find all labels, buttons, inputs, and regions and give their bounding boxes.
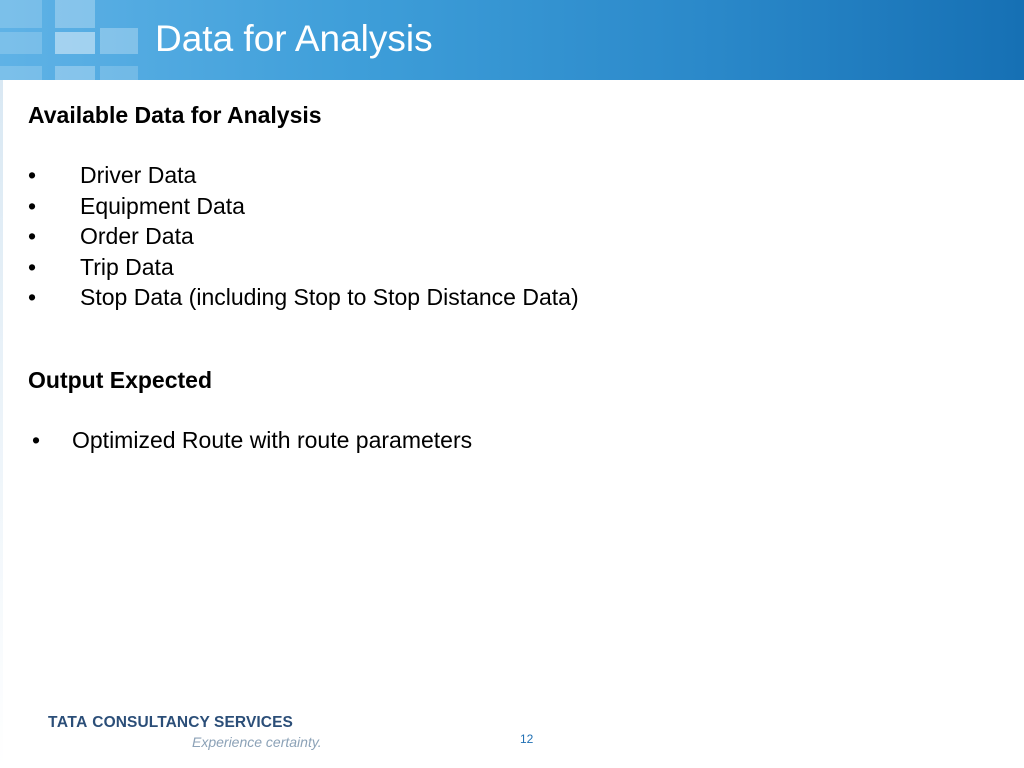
logo-brand: TATA <box>48 714 88 731</box>
header-decoration-square <box>0 66 42 80</box>
section-heading-available-data: Available Data for Analysis <box>28 102 322 128</box>
header-decoration-square <box>100 66 138 80</box>
logo-tagline: Experience certainty. <box>192 734 322 750</box>
left-edge-decoration <box>0 80 3 768</box>
header-decoration-square <box>0 0 42 28</box>
page-number: 12 <box>520 732 534 746</box>
bullet-icon: • <box>28 162 37 188</box>
bullet-icon: • <box>28 223 37 249</box>
bullet-icon: • <box>32 427 41 453</box>
header-decoration-square <box>55 0 95 28</box>
list-item-text: Driver Data <box>80 162 197 188</box>
logo-company: CONSULTANCY SERVICES <box>92 714 293 731</box>
list-item-text: Trip Data <box>80 253 174 280</box>
slide-title: Data for Analysis <box>155 18 433 59</box>
bullet-icon: • <box>28 192 37 219</box>
header-decoration-square <box>100 28 138 54</box>
section-heading-output-expected: Output Expected <box>28 367 213 393</box>
list-item-text: Stop Data (including Stop to Stop Distance Data) <box>80 284 579 310</box>
header-decoration-square <box>55 32 95 54</box>
header-decoration-square <box>0 32 42 54</box>
bullet-icon: • <box>28 284 37 310</box>
bullet-icon: • <box>28 253 37 280</box>
logo-wordmark <box>48 714 322 732</box>
list-item-text: Equipment Data <box>80 192 245 219</box>
header-bar <box>0 0 1024 80</box>
list-item-text: Order Data <box>80 223 194 249</box>
company-logo <box>48 714 322 750</box>
header-decoration-square <box>55 66 95 80</box>
list-item-text: Optimized Route with route parameters <box>72 427 473 453</box>
